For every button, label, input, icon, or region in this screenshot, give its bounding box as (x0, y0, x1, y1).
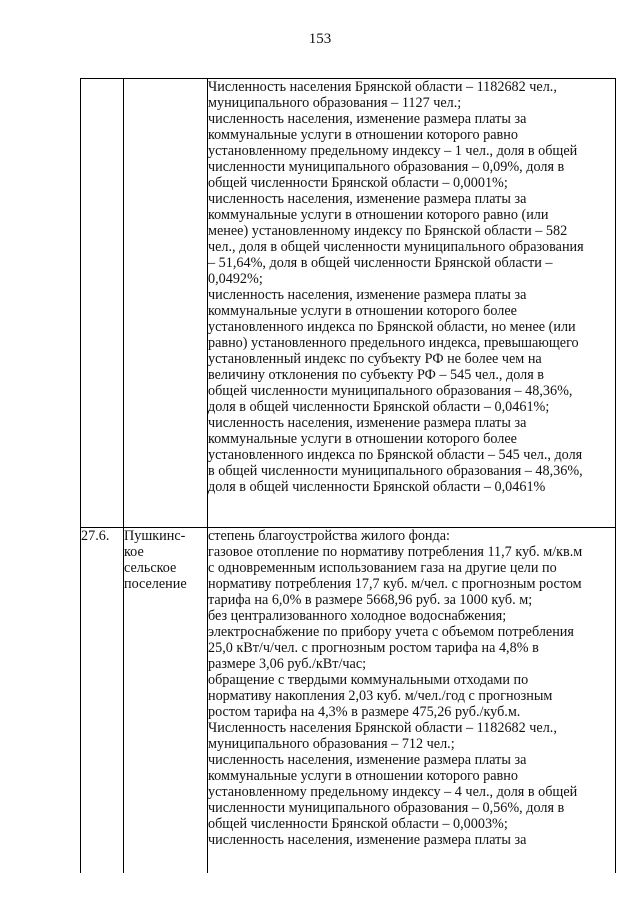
text-line: общей численности муниципального образования – 48,36%, (208, 383, 573, 399)
description-cell (208, 528, 616, 874)
row-number-cell (81, 79, 124, 528)
text-line: установленному предельному индексу – 4 чел., доля в общей (208, 784, 578, 800)
row-number-cell: 27.6. (81, 528, 124, 874)
text-line: 25,0 кВт/ч/чел. с прогнозным ростом тарифа на 4,8% в (208, 640, 539, 656)
text-line: коммунальные услуги в отношении которого равно (или (208, 207, 549, 223)
page-number: 153 (308, 31, 332, 47)
table-row (81, 528, 616, 874)
text-line: 0,0492%; (208, 271, 263, 287)
text-line: нормативу потребления 17,7 куб. м/чел. с прогнозным ростом (208, 576, 582, 592)
text-line: коммунальные услуги в отношении которого более (208, 303, 517, 319)
text-line: численность населения, изменение размера платы за (208, 415, 527, 431)
settlement-name-cell (124, 528, 208, 874)
text-line: сельское (124, 560, 177, 576)
text-line: кое (124, 544, 144, 560)
text-line: установленному предельному индексу – 1 чел., доля в общей (208, 143, 578, 159)
text-line: численности муниципального образования – 0,56%, доля в (208, 800, 565, 816)
text-line: численность населения, изменение размера платы за (208, 752, 527, 768)
text-line: доля в общей численности Брянской области – 0,0461%; (208, 399, 550, 415)
description-cell (208, 79, 616, 528)
text-line: установленного индекса по Брянской области – 545 чел., доля (208, 447, 583, 463)
text-line: в общей численности муниципального образования – 48,36%, (208, 463, 583, 479)
text-line: общей численности Брянской области – 0,0003%; (208, 816, 508, 832)
text-line: численность населения, изменение размера платы за (208, 191, 527, 207)
text-line: Пушкинс- (124, 528, 186, 544)
text-line: поселение (124, 576, 187, 592)
text-line: доля в общей численности Брянской области – 0,0461% (208, 479, 546, 495)
table-row (81, 79, 616, 528)
text-line: Численность населения Брянской области – 1182682 чел., (208, 720, 557, 736)
text-line: менее) установленному индексу по Брянской области – 582 (208, 223, 568, 239)
municipal-data-table (80, 78, 616, 873)
text-line: муниципального образования – 712 чел.; (208, 736, 455, 752)
text-line: обращение с твердыми коммунальными отходами по (208, 672, 529, 688)
text-line: общей численности Брянской области – 0,0001%; (208, 175, 508, 191)
text-line: коммунальные услуги в отношении которого равно (208, 127, 518, 143)
text-line: с одновременным использованием газа на другие цели по (208, 560, 557, 576)
text-line: степень благоустройства жилого фонда: (208, 528, 450, 544)
text-line: численности муниципального образования – 0,09%, доля в (208, 159, 565, 175)
text-line: установленного индекса по Брянской области, но менее (или (208, 319, 576, 335)
text-line: газовое отопление по нормативу потребления 11,7 куб. м/кв.м (208, 544, 583, 560)
text-line: размере 3,06 руб./кВт/час; (208, 656, 367, 672)
text-line: коммунальные услуги в отношении которого равно (208, 768, 518, 784)
text-line: Численность населения Брянской области – 1182682 чел., (208, 79, 557, 95)
text-line: чел., доля в общей численности муниципального образования (208, 239, 584, 255)
text-line: тарифа на 6,0% в размере 5668,96 руб. за 1000 куб. м; (208, 592, 533, 608)
text-line: электроснабжение по прибору учета с объемом потребления (208, 624, 574, 640)
text-line: установленный индекс по субъекту РФ не более чем на (208, 351, 542, 367)
settlement-name-cell (124, 79, 208, 528)
text-line: муниципального образования – 1127 чел.; (208, 95, 462, 111)
text-line: без централизованного холодное водоснабжения; (208, 608, 507, 624)
text-line: численность населения, изменение размера платы за (208, 832, 527, 848)
text-line: – 51,64%, доля в общей численности Брянской области – (208, 255, 553, 271)
text-line: численность населения, изменение размера платы за (208, 287, 527, 303)
text-line: величину отклонения по субъекту РФ – 545 чел., доля в (208, 367, 544, 383)
text-line: численность населения, изменение размера платы за (208, 111, 527, 127)
text-line: равно) установленного предельного индекса, превышающего (208, 335, 579, 351)
text-line: коммунальные услуги в отношении которого более (208, 431, 517, 447)
text-line: нормативу накопления 2,03 куб. м/чел./год с прогнозным (208, 688, 553, 704)
text-line: ростом тарифа на 4,3% в размере 475,26 руб./куб.м. (208, 704, 521, 720)
